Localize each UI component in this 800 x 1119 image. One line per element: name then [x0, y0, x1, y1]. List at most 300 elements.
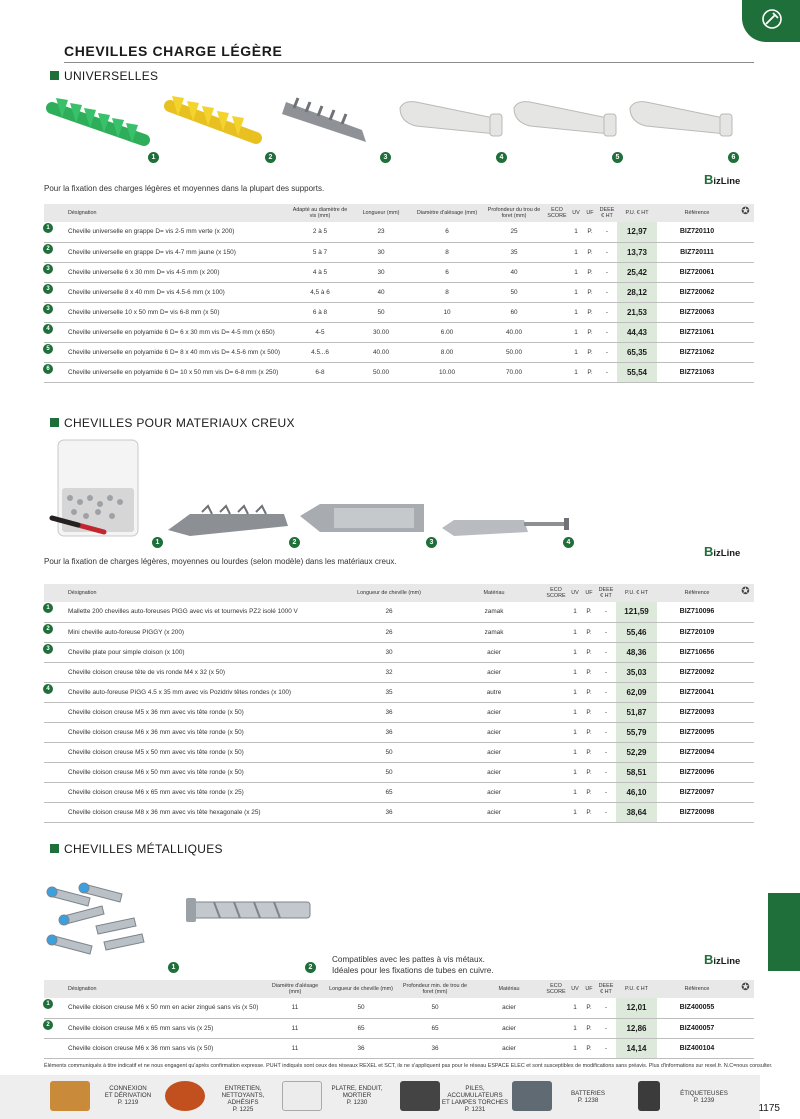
table-row [44, 242, 754, 262]
table-row [44, 762, 754, 782]
universelles-table [44, 204, 754, 383]
cell-deee: - [597, 222, 617, 242]
cell-uv: 1 [568, 642, 582, 662]
tools-icon [760, 8, 784, 30]
cell-deee: - [597, 262, 617, 282]
column-header: Désignation [44, 980, 264, 998]
brand-logo: BizLine [704, 952, 741, 967]
cell-e: 70.00 [483, 362, 545, 382]
cell-uf: P. [582, 662, 596, 682]
cell-a: 35 [334, 682, 444, 702]
spacer-cell [737, 722, 754, 742]
row-number: 3 [43, 304, 53, 314]
cell-b: 50 [351, 302, 411, 322]
column-header: ECO SCORE [544, 980, 568, 998]
title-divider [64, 62, 754, 63]
cell-uv: 1 [568, 742, 582, 762]
cell-deee: - [596, 642, 616, 662]
recycle-icon: ✪ [737, 980, 754, 998]
spacer-cell [737, 222, 754, 242]
cell-uf: P. [583, 262, 597, 282]
cell-c: 6 [411, 222, 483, 242]
reference-cell: BIZ720094 [657, 742, 737, 762]
reference-cell: BIZ400057 [657, 1018, 737, 1038]
cell-c: 65 [396, 1018, 474, 1038]
eco-score-cell [545, 322, 569, 342]
brand-logo: BizLine [704, 172, 741, 187]
cell-a: 2 à 5 [289, 222, 351, 242]
row-number: 4 [43, 684, 53, 694]
page-title: CHEVILLES CHARGE LÉGÈRE [64, 43, 283, 59]
price-cell: 51,87 [616, 702, 657, 722]
image-number: 1 [148, 152, 159, 163]
reference-cell: BIZ720095 [657, 722, 737, 742]
cell-m: zamak [444, 622, 544, 642]
eco-score-cell [544, 998, 568, 1018]
eco-score-cell [544, 662, 568, 682]
reference-cell: BIZ720097 [657, 782, 737, 802]
category-link-platre[interactable]: PLATRE, ENDUIT, MORTIER P. 1230 [331, 1085, 383, 1106]
column-header: UV [569, 204, 583, 222]
eco-score-cell [545, 342, 569, 362]
cell-uf: P. [583, 282, 597, 302]
image-number: 1 [168, 962, 179, 973]
designation-cell: Cheville cloison creuse M6 x 65 mm avec vis tête ronde (x 25) [44, 782, 334, 802]
image-number: 2 [265, 152, 276, 163]
designation-cell: 2 Cheville universelle en grappe D= vis 4-7 mm jaune (x 150) [44, 242, 289, 262]
row-number: 2 [43, 624, 53, 634]
designation-cell: Cheville cloison creuse M5 x 50 mm avec vis tête ronde (x 50) [44, 742, 334, 762]
cell-uf: P. [582, 642, 596, 662]
price-cell: 25,42 [617, 262, 657, 282]
cell-deee: - [596, 682, 616, 702]
column-header: UF [582, 980, 596, 998]
eco-score-cell [544, 602, 568, 622]
eco-score-cell [545, 262, 569, 282]
spacer-cell [737, 1018, 754, 1038]
cell-uf: P. [583, 302, 597, 322]
row-number: 5 [43, 344, 53, 354]
cell-deee: - [596, 722, 616, 742]
price-cell: 12,86 [616, 1018, 657, 1038]
cell-c: 8 [411, 242, 483, 262]
spacer-cell [737, 302, 754, 322]
category-link-etiqueteuses[interactable]: ÉTIQUETEUSES P. 1239 [680, 1090, 728, 1104]
cell-a: 4 à 5 [289, 262, 351, 282]
brand-logo: BizLine [704, 544, 741, 559]
price-cell: 38,64 [616, 802, 657, 822]
cell-c: 10 [411, 302, 483, 322]
cell-a: 5 à 7 [289, 242, 351, 262]
cell-uv: 1 [569, 242, 583, 262]
cell-b: 65 [326, 1018, 396, 1038]
reference-cell: BIZ400055 [657, 998, 737, 1018]
image-number: 5 [612, 152, 623, 163]
column-header: Longueur (mm) [351, 204, 411, 222]
cell-uv: 1 [568, 702, 582, 722]
cell-a: 36 [334, 722, 444, 742]
price-cell: 12,97 [617, 222, 657, 242]
cell-b: 30 [351, 262, 411, 282]
table-row [44, 1038, 754, 1058]
eco-score-cell [544, 782, 568, 802]
price-cell: 62,09 [616, 682, 657, 702]
image-number: 4 [563, 537, 574, 548]
category-link-batteries[interactable]: BATTERIES P. 1238 [571, 1090, 605, 1104]
cell-uv: 1 [568, 1018, 582, 1038]
price-cell: 55,46 [616, 622, 657, 642]
table-row [44, 1018, 754, 1038]
table-row [44, 362, 754, 382]
cell-deee: - [597, 302, 617, 322]
designation-cell: 2 Mini cheville auto-foreuse PIGGY (x 200) [44, 622, 334, 642]
cell-m: acier [474, 998, 544, 1018]
table-row [44, 282, 754, 302]
tape-thumbnail [165, 1081, 205, 1111]
cell-uv: 1 [568, 782, 582, 802]
cell-uf: P. [582, 802, 596, 822]
cell-c: 6.00 [411, 322, 483, 342]
cell-uf: P. [583, 342, 597, 362]
row-number: 3 [43, 264, 53, 274]
row-number: 6 [43, 364, 53, 374]
cell-b: 30 [351, 242, 411, 262]
cell-uf: P. [582, 782, 596, 802]
cell-uf: P. [582, 702, 596, 722]
materiaux-creux-table [44, 584, 754, 823]
designation-cell: 2 Cheville cloison creuse M6 x 65 mm sans vis (x 25) [44, 1018, 264, 1038]
image-number: 6 [728, 152, 739, 163]
cell-m: zamak [444, 602, 544, 622]
cell-a: 11 [264, 998, 326, 1018]
column-header: UV [568, 584, 582, 602]
table-row [44, 262, 754, 282]
cell-uv: 1 [568, 662, 582, 682]
cell-a: 4-5 [289, 322, 351, 342]
spacer-cell [737, 802, 754, 822]
eco-score-cell [545, 222, 569, 242]
column-header: Diamètre d'alésage (mm) [264, 980, 326, 998]
eco-score-cell [545, 242, 569, 262]
cell-a: 26 [334, 602, 444, 622]
price-cell: 55,79 [616, 722, 657, 742]
cell-a: 11 [264, 1018, 326, 1038]
image-number: 1 [152, 537, 163, 548]
cell-uv: 1 [569, 342, 583, 362]
row-number: 3 [43, 644, 53, 654]
designation-cell: Cheville cloison creuse M6 x 36 mm sans vis (x 50) [44, 1038, 264, 1058]
spacer-cell [737, 662, 754, 682]
cell-uf: P. [582, 742, 596, 762]
price-cell: 12,01 [616, 998, 657, 1018]
reference-cell: BIZ720063 [657, 302, 737, 322]
cell-m: acier [444, 742, 544, 762]
white-plugs-image [400, 102, 732, 136]
cell-m: acier [474, 1038, 544, 1058]
cell-uv: 1 [569, 262, 583, 282]
column-header: ECO SCORE [545, 204, 569, 222]
spacer-cell [737, 622, 754, 642]
reference-cell: BIZ720061 [657, 262, 737, 282]
column-header: Adapté au diamètre de vis (mm) [289, 204, 351, 222]
cell-uf: P. [582, 1018, 596, 1038]
cell-c: 6 [411, 262, 483, 282]
reference-cell: BIZ710096 [657, 602, 737, 622]
cell-uf: P. [583, 222, 597, 242]
cell-m: acier [444, 642, 544, 662]
price-cell: 48,36 [616, 642, 657, 662]
cell-a: 6-8 [289, 362, 351, 382]
side-index-tab [768, 893, 800, 971]
price-cell: 44,43 [617, 322, 657, 342]
section-marker [50, 844, 59, 853]
reference-cell: BIZ400104 [657, 1038, 737, 1058]
spacer-cell [737, 242, 754, 262]
designation-cell: 5 Cheville universelle en polyamide 6 D= 8 x 40 mm vis D= 4.5-6 mm (x 500) [44, 342, 289, 362]
eco-score-cell [544, 642, 568, 662]
battery-thumbnail [512, 1081, 552, 1111]
column-header: Matériau [474, 980, 544, 998]
column-header: P.U. € HT [616, 980, 657, 998]
column-header: DEEE € HT [597, 204, 617, 222]
section-title-text: UNIVERSELLES [64, 69, 159, 83]
spacer-cell [737, 702, 754, 722]
price-cell: 58,51 [616, 762, 657, 782]
cell-m: acier [474, 1018, 544, 1038]
cell-deee: - [596, 782, 616, 802]
reference-cell: BIZ720093 [657, 702, 737, 722]
cell-m: autre [444, 682, 544, 702]
labeler-thumbnail [638, 1081, 660, 1111]
cell-uv: 1 [568, 1038, 582, 1058]
cell-c: 8.00 [411, 342, 483, 362]
cell-uv: 1 [568, 762, 582, 782]
designation-cell: 3 Cheville plate pour simple cloison (x 100) [44, 642, 334, 662]
designation-cell: Cheville cloison creuse M8 x 36 mm avec vis tête hexagonale (x 25) [44, 802, 334, 822]
designation-cell: 3 Cheville universelle 6 x 30 mm D= vis 4-5 mm (x 200) [44, 262, 289, 282]
recycle-icon: ✪ [737, 204, 754, 222]
cell-a: 26 [334, 622, 444, 642]
column-header: Profondeur du trou de foret (mm) [483, 204, 545, 222]
column-header: Longueur de cheville (mm) [334, 584, 444, 602]
green-plug-strip-image [52, 98, 144, 143]
section-marker [50, 71, 59, 80]
cell-b: 50 [326, 998, 396, 1018]
cell-e: 25 [483, 222, 545, 242]
cell-m: acier [444, 702, 544, 722]
category-link-piles[interactable]: PILES, ACCUMULATEURS ET LAMPES TORCHES P. 1231 [441, 1085, 509, 1113]
cell-a: 50 [334, 762, 444, 782]
cell-deee: - [596, 762, 616, 782]
single-metal-plug-image [186, 898, 310, 922]
reference-cell: BIZ721061 [657, 322, 737, 342]
designation-cell: 4 Cheville universelle en polyamide 6 D= 6 x 30 mm vis D= 4-5 mm (x 650) [44, 322, 289, 342]
cell-deee: - [596, 802, 616, 822]
designation-cell: Cheville cloison creuse tête de vis ronde M4 x 32 (x 50) [44, 662, 334, 682]
eco-score-cell [544, 1018, 568, 1038]
chapter-tab [742, 0, 800, 42]
row-number: 3 [43, 284, 53, 294]
reference-cell: BIZ720098 [657, 802, 737, 822]
category-link-entretien[interactable]: ENTRETIEN, NETTOYANTS, ADHÉSIFS P. 1225 [221, 1085, 265, 1113]
cell-a: 36 [334, 802, 444, 822]
cell-uf: P. [582, 762, 596, 782]
cell-e: 40 [483, 262, 545, 282]
cell-a: 4.5...6 [289, 342, 351, 362]
hollow-wall-plugs-images [44, 436, 584, 546]
image-number: 2 [305, 962, 316, 973]
cell-b: 30.00 [351, 322, 411, 342]
designation-cell: 1 Cheville cloison creuse M6 x 50 mm en acier zingué sans vis (x 50) [44, 998, 264, 1018]
column-header: DEEE € HT [596, 980, 616, 998]
row-number: 2 [43, 244, 53, 254]
table-row [44, 602, 754, 622]
designation-cell: 3 Cheville universelle 10 x 50 mm D= vis 6-8 mm (x 50) [44, 302, 289, 322]
category-link-connexion[interactable]: CONNEXION ET DÉRIVATION P. 1219 [104, 1085, 152, 1106]
spacer-cell [737, 998, 754, 1018]
reference-cell: BIZ720041 [657, 682, 737, 702]
spacer-cell [737, 742, 754, 762]
flat-plug-image [300, 504, 424, 532]
cell-uv: 1 [569, 302, 583, 322]
self-drill-plug-image [168, 506, 288, 536]
designation-cell: 1 Mallette 200 chevilles auto-foreuses PIGG avec vis et tournevis PZ2 isolé 1000 V [44, 602, 334, 622]
cell-a: 4,5 à 6 [289, 282, 351, 302]
reference-cell: BIZ721062 [657, 342, 737, 362]
reference-cell: BIZ720110 [657, 222, 737, 242]
cell-deee: - [597, 322, 617, 342]
cell-deee: - [596, 662, 616, 682]
eco-score-cell [545, 282, 569, 302]
plaster-bucket-thumbnail [282, 1081, 322, 1111]
cell-m: acier [444, 802, 544, 822]
cell-uf: P. [582, 622, 596, 642]
section-title-universelles [50, 69, 158, 83]
section-description: Pour la fixation des charges légères et moyennes dans la plupart des supports. [44, 184, 325, 193]
cell-e: 40.00 [483, 322, 545, 342]
price-cell: 46,10 [616, 782, 657, 802]
eco-score-cell [545, 302, 569, 322]
price-cell: 35,03 [616, 662, 657, 682]
spacer-cell [737, 322, 754, 342]
column-header: ECO SCORE [544, 584, 568, 602]
image-number: 4 [496, 152, 507, 163]
table-row [44, 782, 754, 802]
grey-plug-image [282, 98, 366, 142]
price-cell: 121,59 [616, 602, 657, 622]
cell-b: 36 [326, 1038, 396, 1058]
cell-uv: 1 [568, 998, 582, 1018]
cell-uv: 1 [569, 322, 583, 342]
column-header: Référence [657, 204, 737, 222]
table-row [44, 622, 754, 642]
price-cell: 28,12 [617, 282, 657, 302]
cell-c: 8 [411, 282, 483, 302]
eco-score-cell [544, 762, 568, 782]
cell-deee: - [596, 602, 616, 622]
cell-m: acier [444, 782, 544, 802]
reference-cell: BIZ720092 [657, 662, 737, 682]
cell-uv: 1 [569, 362, 583, 382]
table-row [44, 802, 754, 822]
table-row [44, 742, 754, 762]
eco-score-cell [545, 362, 569, 382]
spacer-cell [737, 282, 754, 302]
cell-a: 32 [334, 662, 444, 682]
reference-cell: BIZ721063 [657, 362, 737, 382]
column-header: Longueur de cheville (mm) [326, 980, 396, 998]
column-header: UF [583, 204, 597, 222]
price-cell: 52,29 [616, 742, 657, 762]
torch-thumbnail [400, 1081, 440, 1111]
cell-deee: - [596, 998, 616, 1018]
spacer-cell [737, 762, 754, 782]
cell-m: acier [444, 662, 544, 682]
reference-cell: BIZ720111 [657, 242, 737, 262]
cell-e: 50.00 [483, 342, 545, 362]
spacer-cell [737, 342, 754, 362]
recycle-icon: ✪ [737, 584, 754, 602]
cell-c: 10.00 [411, 362, 483, 382]
reference-cell: BIZ720062 [657, 282, 737, 302]
reference-cell: BIZ720096 [657, 762, 737, 782]
yellow-plug-strip-image [170, 96, 256, 138]
cell-deee: - [597, 242, 617, 262]
table-row [44, 998, 754, 1018]
cell-c: 50 [396, 998, 474, 1018]
price-cell: 14,14 [616, 1038, 657, 1058]
table-row [44, 222, 754, 242]
column-header: P.U. € HT [616, 584, 657, 602]
eco-score-cell [544, 622, 568, 642]
section-marker [50, 418, 59, 427]
image-number: 2 [289, 537, 300, 548]
cell-c: 36 [396, 1038, 474, 1058]
table-row [44, 642, 754, 662]
spacer-cell [737, 602, 754, 622]
table-row [44, 302, 754, 322]
table-row [44, 682, 754, 702]
cell-b: 40.00 [351, 342, 411, 362]
column-header: Référence [657, 584, 737, 602]
cell-a: 50 [334, 742, 444, 762]
cell-deee: - [596, 702, 616, 722]
table-row [44, 702, 754, 722]
cell-uv: 1 [568, 682, 582, 702]
image-number: 3 [426, 537, 437, 548]
spacer-cell [737, 362, 754, 382]
section-title-materiaux-creux [50, 416, 295, 430]
eco-score-cell [544, 682, 568, 702]
section-description: Pour la fixation de charges légères, moyennes ou lourdes (selon modèle) dans les matériaux creux. [44, 557, 397, 566]
cell-deee: - [596, 1018, 616, 1038]
row-number: 2 [43, 1020, 53, 1030]
spacer-cell [737, 782, 754, 802]
row-number: 1 [43, 603, 53, 613]
table-header-row [44, 980, 754, 998]
connector-thumbnail [50, 1081, 90, 1111]
cell-uv: 1 [568, 622, 582, 642]
cell-e: 60 [483, 302, 545, 322]
column-header: P.U. € HT [617, 204, 657, 222]
image-number: 3 [380, 152, 391, 163]
drywall-screw-plug-image [442, 518, 569, 536]
table-header-row [44, 584, 754, 602]
designation-cell: Cheville cloison creuse M5 x 36 mm avec vis tête ronde (x 50) [44, 702, 334, 722]
section-title-text: CHEVILLES MÉTALLIQUES [64, 842, 223, 856]
plug-case-image [52, 440, 138, 536]
cell-b: 40 [351, 282, 411, 302]
